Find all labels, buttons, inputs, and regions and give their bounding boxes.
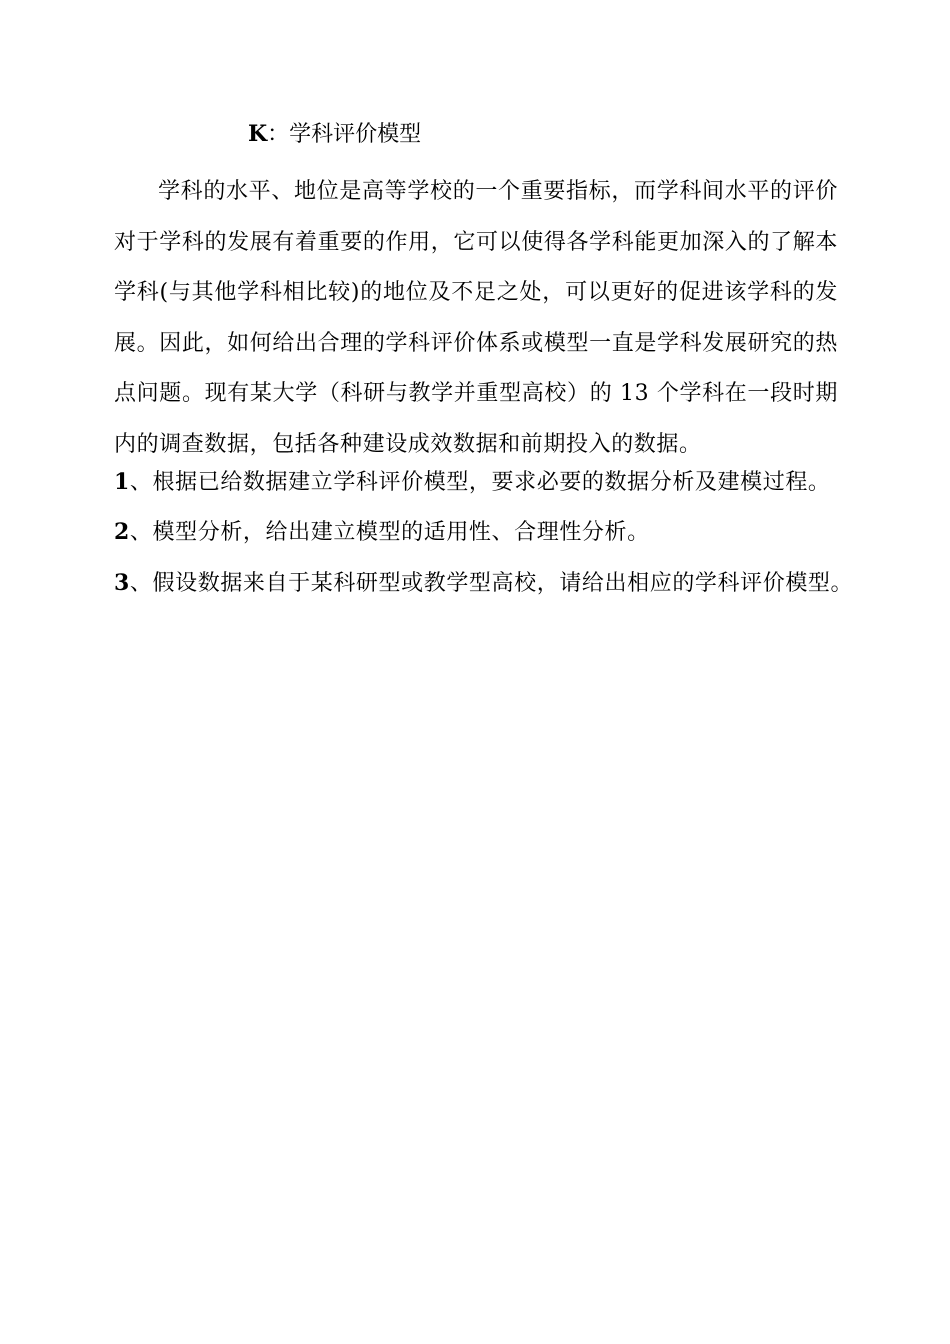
requirement-number: 2 — [114, 519, 130, 545]
problem-description: 学科的水平、地位是高等学校的一个重要指标，而学科间水平的评价对于学科的发展有着重要的作用，它可以使得各学科能更加深入的了解本学科(与其他学科相比较)的地位及不足之处，可以更好的促进该学科的发展。因此，如何给出合理的学科评价体系或模型一直是学科发展研究的热点问题。现有某大学（科研与教学并重型高校）的 13 个学科在一段时期内的调查数据，包括各种建设成效数据和前期投入的数据。 — [114, 179, 838, 457]
problem-label: K — [248, 121, 268, 147]
requirement-item-2 — [114, 516, 844, 549]
requirement-number: 3 — [114, 570, 130, 596]
requirement-number: 1 — [114, 469, 130, 495]
problem-title-text: ：学科评价模型 — [267, 122, 422, 147]
requirement-text: 、假设数据来自于某科研型或教学型高校，请给出相应的学科评价模型。 — [129, 571, 854, 596]
requirement-item-3 — [114, 567, 854, 600]
requirement-text: 、模型分析，给出建立模型的适用性、合理性分析。 — [129, 520, 650, 545]
problem-title — [248, 118, 421, 151]
requirement-text: 、根据已给数据建立学科评价模型，要求必要的数据分析及建模过程。 — [129, 470, 831, 495]
requirement-item-1 — [114, 466, 844, 499]
